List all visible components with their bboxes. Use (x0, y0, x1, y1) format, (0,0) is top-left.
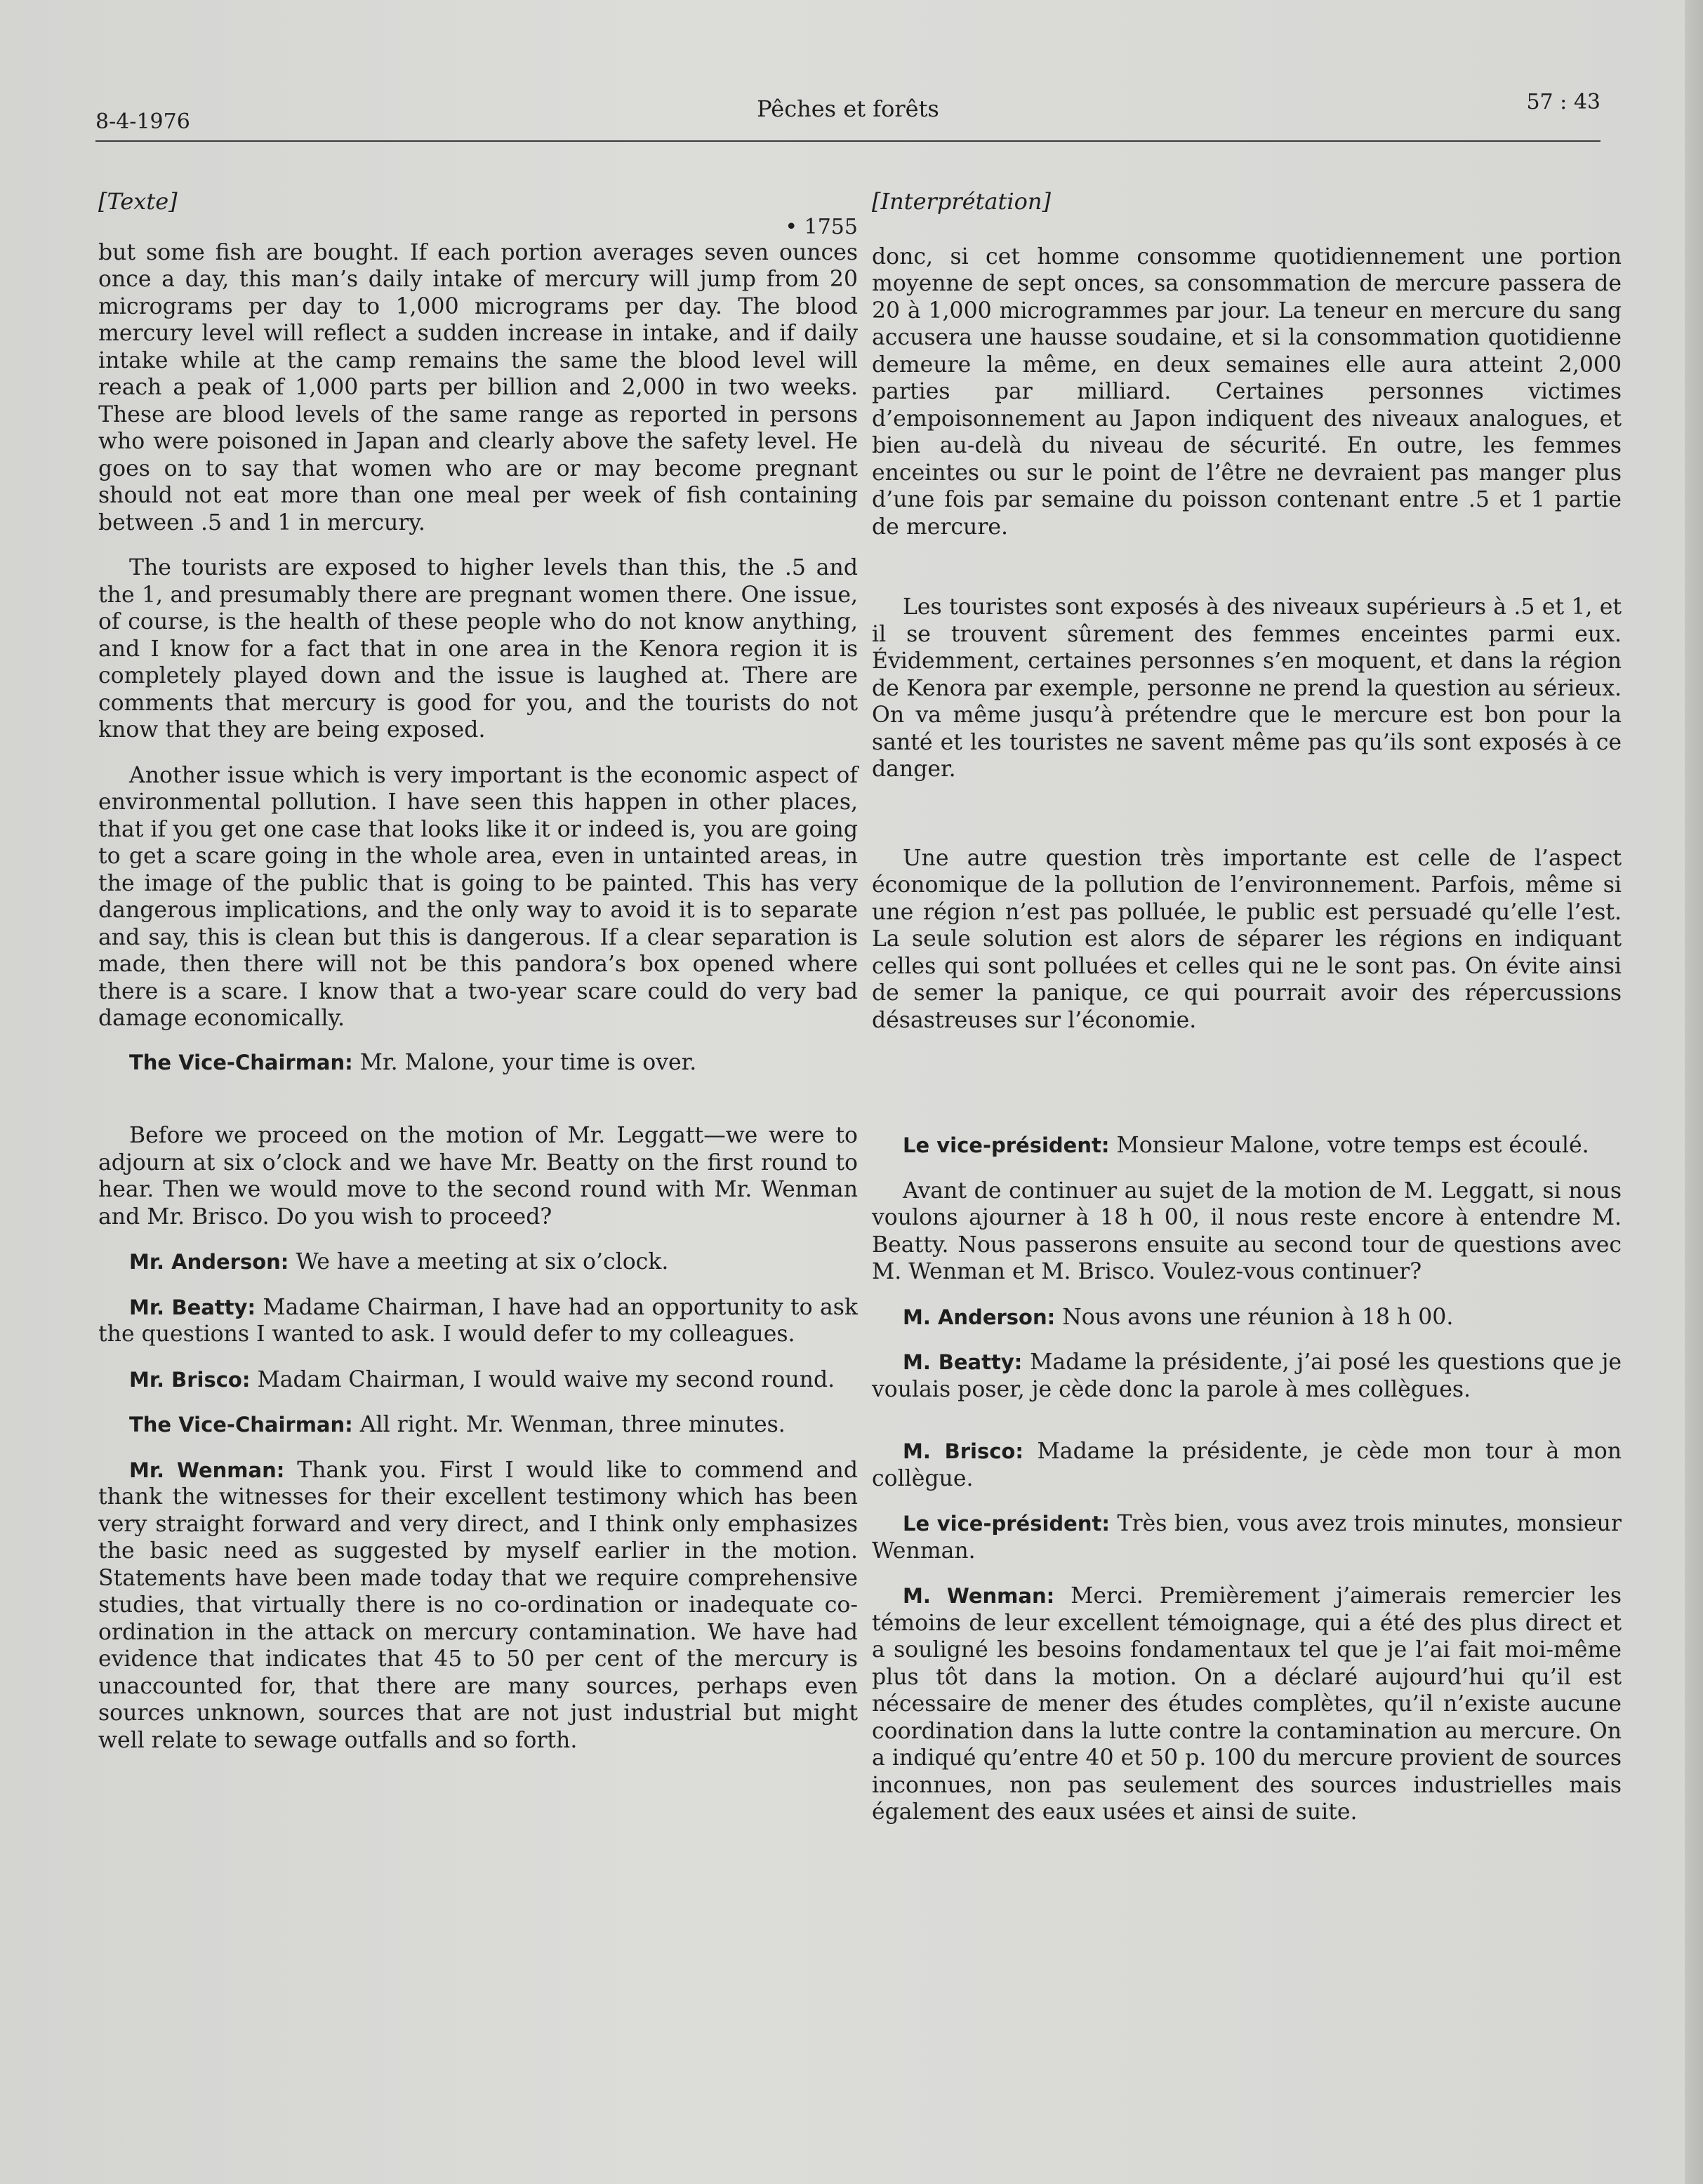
speech-fr-7: Madame la présidente, j’ai posé les questions que je voulais poser, je cède donc la parole à mes collègues. (872, 1350, 1622, 1402)
french-column (872, 188, 1622, 1844)
speech-en-8: Madam Chairman, I would waive my second round. (250, 1366, 835, 1392)
paragraph-en-2: The tourists are exposed to higher levels than this, the .5 and the 1, and presumably there are pregnant women there. One issue, of course, is the health of these people who do not know anything, and I know for a fact that in one area in the Kenora region it is completely played down and the issue is laughed at. There are comments that mercury is good for you, and the tourists do not know that they are being exposed. (98, 555, 858, 743)
header-date: 8-4-1976 (95, 109, 190, 134)
paragraph-en-6 (98, 1249, 858, 1276)
speech-en-7: Madame Chairman, I have had an opportunity to ask the questions I wanted to ask. I would defer to my colleagues. (98, 1294, 858, 1347)
paragraph-fr-3: Une autre question très importante est celle de l’aspect économique de la pollution de l’environnement. Parfois, même si une région n’est pas polluée, le public est persuadé qu’elle l’est. La seule solution est alors de séparer les régions en indiquant celles qui sont polluées et celles qui ne le sont pas. On évite ainsi de semer la panique, ce qui pourrait avoir des répercussions désastreuses sur l’économie. (872, 845, 1622, 1033)
speaker-fr-9: Le vice-président: (903, 1512, 1110, 1536)
speaker-en-6: Mr. Anderson: (129, 1250, 289, 1274)
speech-fr-10: Merci. Premièrement j’aimerais remercier les témoins de leur excellent témoignage, qui a été des plus direct et a souligné les besoins fondamentaux tel que je l’ai fait moi-même plus tôt dans la motion. On a déclaré aujourd’hui qu’il est nécessaire de mener des études complètes, qu’il n’existe aucune coordination dans la lutte contre la contamination au mercure. On a indiqué qu’entre 40 et 50 p. 100 du mercure provient de sources inconnues, non pas seulement des sources industrielles mais également des eaux usées et ainsi de suite. (872, 1583, 1622, 1825)
paragraph-en-4 (98, 1049, 858, 1077)
paragraph-en-5: Before we proceed on the motion of Mr. Leggatt—we were to adjourn at six o’clock and we have Mr. Beatty on the first round to hear. Then we would move to the second round with Mr. Wenman and Mr. Brisco. Do you wish to proceed? (98, 1123, 858, 1230)
page-header (95, 90, 1601, 142)
paragraph-en-7 (98, 1294, 858, 1348)
speaker-en-4: The Vice-Chairman: (129, 1050, 353, 1074)
paragraph-en-8 (98, 1366, 858, 1394)
speaker-fr-4: Le vice-président: (903, 1133, 1110, 1157)
paragraph-fr-8 (872, 1438, 1622, 1492)
paragraph-fr-9 (872, 1510, 1622, 1564)
paragraph-fr-1: donc, si cet homme consomme quotidiennement une portion moyenne de sept onces, sa consommation de mercure passera de 20 à 1,000 microgrammes par jour. La teneur en mercure du sang accusera une hausse soudaine, et si la consommation quotidienne demeure la même, en deux semaines elle aura atteint 2,000 parties par milliard. Certaines personnes victimes d’empoisonnement au Japon indiquent des niveaux analogues, et bien au-delà du niveau de sécurité. En outre, les femmes enceintes ou sur le point de l’être ne devraient pas manger plus d’une fois par semaine du poisson contenant entre .5 et 1 partie de mercure. (872, 244, 1622, 540)
language-label-interpretation: [Interprétation] (872, 188, 1051, 215)
paragraph-fr-4 (872, 1132, 1622, 1159)
speech-en-6: We have a meeting at six o’clock. (289, 1249, 669, 1274)
speech-en-9: All right. Mr. Wenman, three minutes. (352, 1412, 786, 1437)
speaker-en-7: Mr. Beatty: (129, 1295, 256, 1319)
speaker-en-8: Mr. Brisco: (129, 1367, 251, 1392)
paragraph-fr-7 (872, 1349, 1622, 1403)
speaker-en-10: Mr. Wenman: (129, 1458, 285, 1482)
speaker-fr-6: M. Anderson: (903, 1305, 1056, 1329)
header-page-number: 57 : 43 (1526, 90, 1601, 114)
speech-fr-9: Très bien, vous avez trois minutes, monsieur Wenman. (872, 1511, 1622, 1564)
paragraph-fr-6 (872, 1304, 1622, 1331)
speech-fr-4: Monsieur Malone, votre temps est écoulé. (1109, 1133, 1589, 1158)
speaker-en-9: The Vice-Chairman: (129, 1413, 353, 1437)
paragraph-en-9 (98, 1411, 858, 1439)
paragraph-en-10 (98, 1457, 858, 1754)
paragraph-en-3: Another issue which is very important is the economic aspect of environmental pollution. I have seen this happen in other places, that if you get one case that looks like it or indeed is, you are going to get a scare going in the whole area, even in untainted areas, in the image of the public that is going to be painted. This has very dangerous implications, and the only way to avoid it is to separate and say, this is clean but this is dangerous. If a clear separation is made, then there will not be this pandora’s box opened where there is a scare. I know that a two-year scare could do very bad damage economically. (98, 762, 858, 1031)
paragraph-fr-5: Avant de continuer au sujet de la motion de M. Leggatt, si nous voulons ajourner à 18 h 00, il nous reste encore à entendre M. Beatty. Nous passerons ensuite au second tour de questions avec M. Wenman et M. Brisco. Voulez-vous continuer? (872, 1178, 1622, 1284)
speech-en-4: Mr. Malone, your time is over. (352, 1049, 697, 1075)
time-marker: • 1755 (785, 214, 858, 239)
paragraph-fr-10 (872, 1583, 1622, 1826)
speaker-fr-7: M. Beatty: (903, 1350, 1023, 1374)
speech-fr-8: Madame la présidente, je cède mon tour à mon collègue. (872, 1439, 1622, 1491)
header-title: Pêches et forêts (757, 95, 939, 122)
speech-en-10: Thank you. First I would like to commend and thank the witnesses for their excellent testimony which has been very straight forward and very direct, and I think only emphasizes the basic need as suggested by myself earlier in the motion. Statements have been made today that we require comprehensive studies, that virtually there is no co-ordination or inadequate co-ordination in the attack on mercury contamination. We have had evidence that indicates that 45 to 50 per cent of the mercury is unaccounted for, that there are many sources, perhaps even sources unknown, sources that are not just industrial but might well relate to sewage outfalls and so forth. (98, 1457, 858, 1753)
language-label-texte: [Texte] (98, 188, 178, 215)
english-column (98, 188, 858, 1772)
paragraph-fr-2: Les touristes sont exposés à des niveaux supérieurs à .5 et 1, et il se trouvent sûrement des femmes enceintes parmi eux. Évidemment, certaines personnes s’en moquent, et dans la région de Kenora par exemple, personne ne prend la question au sérieux. On va même jusqu’à prétendre que le mercure est bon pour la santé et les touristes ne savent même pas qu’ils sont exposés à ce danger. (872, 594, 1622, 782)
page-edge (1685, 0, 1703, 2184)
paragraph-en-1: but some fish are bought. If each portion averages seven ounces once a day, this man’s daily intake of mercury will jump from 20 micrograms per day to 1,000 micrograms per day. The blood mercury level will reflect a sudden increase in intake, and if daily intake while at the camp remains the same the blood level will reach a peak of 1,000 parts per billion and 2,000 in two weeks. These are blood levels of the same range as reported in persons who were poisoned in Japan and clearly above the safety level. He goes on to say that women who are or may become pregnant should not eat more than one meal per week of fish containing between .5 and 1 in mercury. (98, 239, 858, 535)
speaker-fr-8: M. Brisco: (903, 1439, 1023, 1463)
speech-fr-6: Nous avons une réunion à 18 h 00. (1055, 1304, 1454, 1330)
speaker-fr-10: M. Wenman: (903, 1584, 1055, 1608)
